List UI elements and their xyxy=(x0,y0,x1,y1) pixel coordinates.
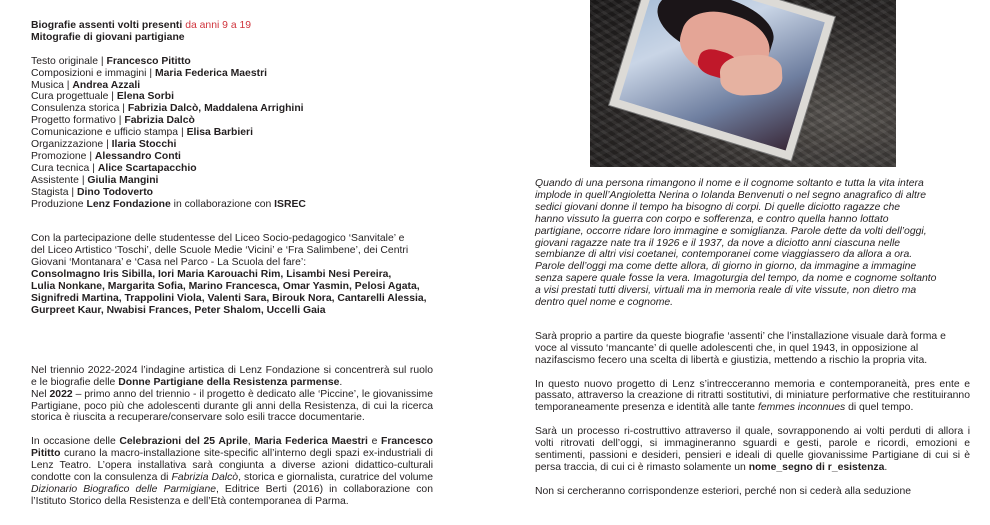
description-paragraph-2: In questo nuovo progetto di Lenz s’intrecceranno memoria e contemporaneità, pres ente e passato, attraverso la creazione di ritratti sostitutivi, di miniature performative che restituiranno temporaneamente presenza e identità alle tante femmes inconnues di quel tempo. xyxy=(535,378,970,414)
credit-row xyxy=(31,127,441,139)
quote-line: sembianze di altri visi coetanei, contemporanei come viaggiassero da allora a ora. xyxy=(535,249,913,261)
quote-block xyxy=(535,178,970,309)
credit-row xyxy=(31,175,441,187)
credit-row xyxy=(31,139,441,151)
credit-label: Progetto formativo | xyxy=(31,115,125,127)
credit-suffix: in collaborazione con xyxy=(170,198,275,210)
credit-row xyxy=(31,56,441,68)
description-line: nazifascismo fecero una scelta di libertà e giustizia, mettendo a rischio la propria vita. xyxy=(535,354,928,366)
credit-label: Stagista | xyxy=(31,186,78,198)
quote-line: partigiane, occorre ridare loro immagine e somiglianza. Parole dette da volti dell’oggi, xyxy=(535,225,927,237)
credit-value: Andrea Azzali xyxy=(72,79,141,91)
credit-value: Alice Scartapacchio xyxy=(97,162,197,174)
participants-intro-line: Con la partecipazione delle studentesse del Liceo Socio-pedagogico ‘Sanvitale’ e xyxy=(31,233,405,245)
credit-value: Fabrizia Dalcò, Maddalena Arrighini xyxy=(127,103,304,115)
project-paragraph-1: Nel triennio 2022-2024 l’indagine artistica di Lenz Fondazione si concentrerà sul ruolo e le biografie delle Donne Partigiane della Resistenza parmense. xyxy=(31,364,433,388)
credit-row xyxy=(31,80,441,92)
credit-label: Musica | xyxy=(31,79,73,91)
credit-value: Lenz Fondazione xyxy=(86,198,171,210)
credit-value: Elena Sorbi xyxy=(116,91,175,103)
credit-row xyxy=(31,199,441,211)
quote-line: hanno vissuto la guerra con corpo e sofferenza, e contro quella hanno lottato xyxy=(535,213,889,225)
credit-row xyxy=(31,91,441,103)
credit-row xyxy=(31,163,441,175)
quote-line: a visi prestati tutti diversi, virtuali ma in memoria reale di vite vissute, non dietro ma xyxy=(535,285,917,297)
credit-value: Ilaria Stocchi xyxy=(111,139,177,151)
credit-row xyxy=(31,151,441,163)
title-line-1 xyxy=(31,20,441,32)
participants-block xyxy=(31,233,441,316)
participants-names-line: Consolmagno Iris Sibilla, Iori Maria Karouachi Rim, Lisambi Nesi Pereira, xyxy=(31,269,392,281)
credit-row xyxy=(31,103,441,115)
credit-label: Assistente | xyxy=(31,174,88,186)
credit-row xyxy=(31,187,441,199)
credit-value: Alessandro Conti xyxy=(94,150,181,162)
participants-names-line: Gurpreet Kaur, Nwabisi Frances, Peter Shalom, Uccelli Gaia xyxy=(31,304,326,316)
credit-row xyxy=(31,68,441,80)
project-block xyxy=(31,365,433,508)
credit-value: Dino Todoverto xyxy=(77,186,154,198)
quote-line: sedici giovani donne il tempo ha bisogno di corpi. Di quelle diciotto ragazze che xyxy=(535,201,901,213)
left-column xyxy=(31,20,441,508)
credit-label: Consulenza storica | xyxy=(31,103,128,115)
credit-value: Giulia Mangini xyxy=(87,174,159,186)
title-ages: da anni 9 a 19 xyxy=(185,20,252,31)
description-line: Sarà proprio a partire da queste biografie ‘assenti’ che l’installazione visuale darà forma e xyxy=(535,330,946,342)
quote-line: senza sapere quale fosse la vera. Imagoturgia del tempo, da nome e cognome soltanto xyxy=(535,273,937,285)
description-paragraph-3: Sarà un processo ri-costruttivo attraverso il quale, sovrapponendo ai volti perduti di allora i volti ritrovati dell’oggi, si immagineranno sguardi e gesti, parole e ricordi, emozioni e sentimenti, passioni e desideri, pensieri e ideali di quelle giovanissime Partigiane di cui si è persa traccia, di cui ci è rimasto solamente un nome_segno di r_esistenza. xyxy=(535,426,970,473)
description-paragraph-4: Non si cercheranno corrispondenze esteriori, perché non si cederà alla seduzione xyxy=(535,485,912,497)
credit-row xyxy=(31,115,441,127)
credit-value: Elisa Barbieri xyxy=(186,127,253,139)
quote-line: implode in quell’Angioletta Nerina o Iolanda Benvenuti o nel segno anagrafico di altre xyxy=(535,189,927,201)
title-subtitle: Mitografie di giovani partigiane xyxy=(31,31,185,43)
description-block xyxy=(535,331,970,498)
quote-line: Quando di una persona rimangono il nome e il cognome soltanto e tutta la vita intera xyxy=(535,178,924,189)
credit-label: Comunicazione e ufficio stampa | xyxy=(31,127,187,139)
credit-label: Organizzazione | xyxy=(31,139,112,151)
project-paragraph-2: Nel 2022 – primo anno del triennio - il progetto è dedicato alle ‘Piccine’, le giovanissime Partigiane, poco più che adolescenti durante gli anni della Resistenza, di cui la ricerca storica è riuscita a recuperare/conservare solo esili tracce documentarie. xyxy=(31,388,433,424)
participants-names-line: Signifredi Martina, Trappolini Viola, Valenti Sara, Birouk Nora, Cantarelli Alessia, xyxy=(31,293,427,305)
credits-block xyxy=(31,20,441,210)
description-line: voce al vissuto ‘mancante’ di quelle adolescenti che, in quel 1943, in opposizione al xyxy=(535,342,919,354)
credit-value: Maria Federica Maestri xyxy=(154,67,268,79)
credit-label: Produzione xyxy=(31,198,87,210)
credit-rows xyxy=(31,56,441,211)
installation-photo xyxy=(590,0,896,167)
credit-label: Composizioni e immagini | xyxy=(31,67,155,79)
participants-intro-line: Giovani ‘Montanara’ e ‘Casa nel Parco - La Scuola del fare’: xyxy=(31,257,307,269)
credit-value-2: ISREC xyxy=(274,198,306,210)
credit-value: Fabrizia Dalcò xyxy=(124,115,195,127)
credit-value: Francesco Pititto xyxy=(106,55,191,67)
quote-line: giovani ragazze nate tra il 1926 e il 1937, da nove a diciotto anni ciascuna nelle xyxy=(535,237,901,249)
credit-label: Testo originale | xyxy=(31,55,107,67)
title-line-2 xyxy=(31,32,441,44)
credit-label: Promozione | xyxy=(31,150,95,162)
participants-intro-line: del Liceo Artistico ‘Toschi’, delle Scuole Medie ‘Vicini’ e ‘Fra Salimbene’, dei Centri xyxy=(31,245,409,257)
quote-line: dentro quel nome e cognome. xyxy=(535,297,674,309)
participants-names-line: Lulia Nonkane, Margarita Sofia, Marino Francesca, Omar Yasmin, Pelosi Agata, xyxy=(31,281,420,293)
credit-label: Cura tecnica | xyxy=(31,162,98,174)
project-paragraph-3: In occasione delle Celebrazioni del 25 Aprile, Maria Federica Maestri e Francesco Pititto curano la macro-installazione site-specific all’interno degli spazi ex-industriali di Lenz Teatro. L’opera installativa sarà congiunta a diverse azioni didattico-culturali condotte con la consulenza di Fabrizia Dalcò, storica e giornalista, curatrice del volume Dizionario Biografico delle Parmigiane, Editrice Berti (2016) in collaborazione con l’Istituto Storico della Resistenza e dell’Età contemporanea di Parma. xyxy=(31,436,433,507)
title-main: Biografie assenti volti presenti xyxy=(31,20,183,31)
credit-label: Cura progettuale | xyxy=(31,91,117,103)
quote-line: Parole dell’oggi ma come dette allora, di giorno in giorno, da immagine a immagine xyxy=(535,261,917,273)
